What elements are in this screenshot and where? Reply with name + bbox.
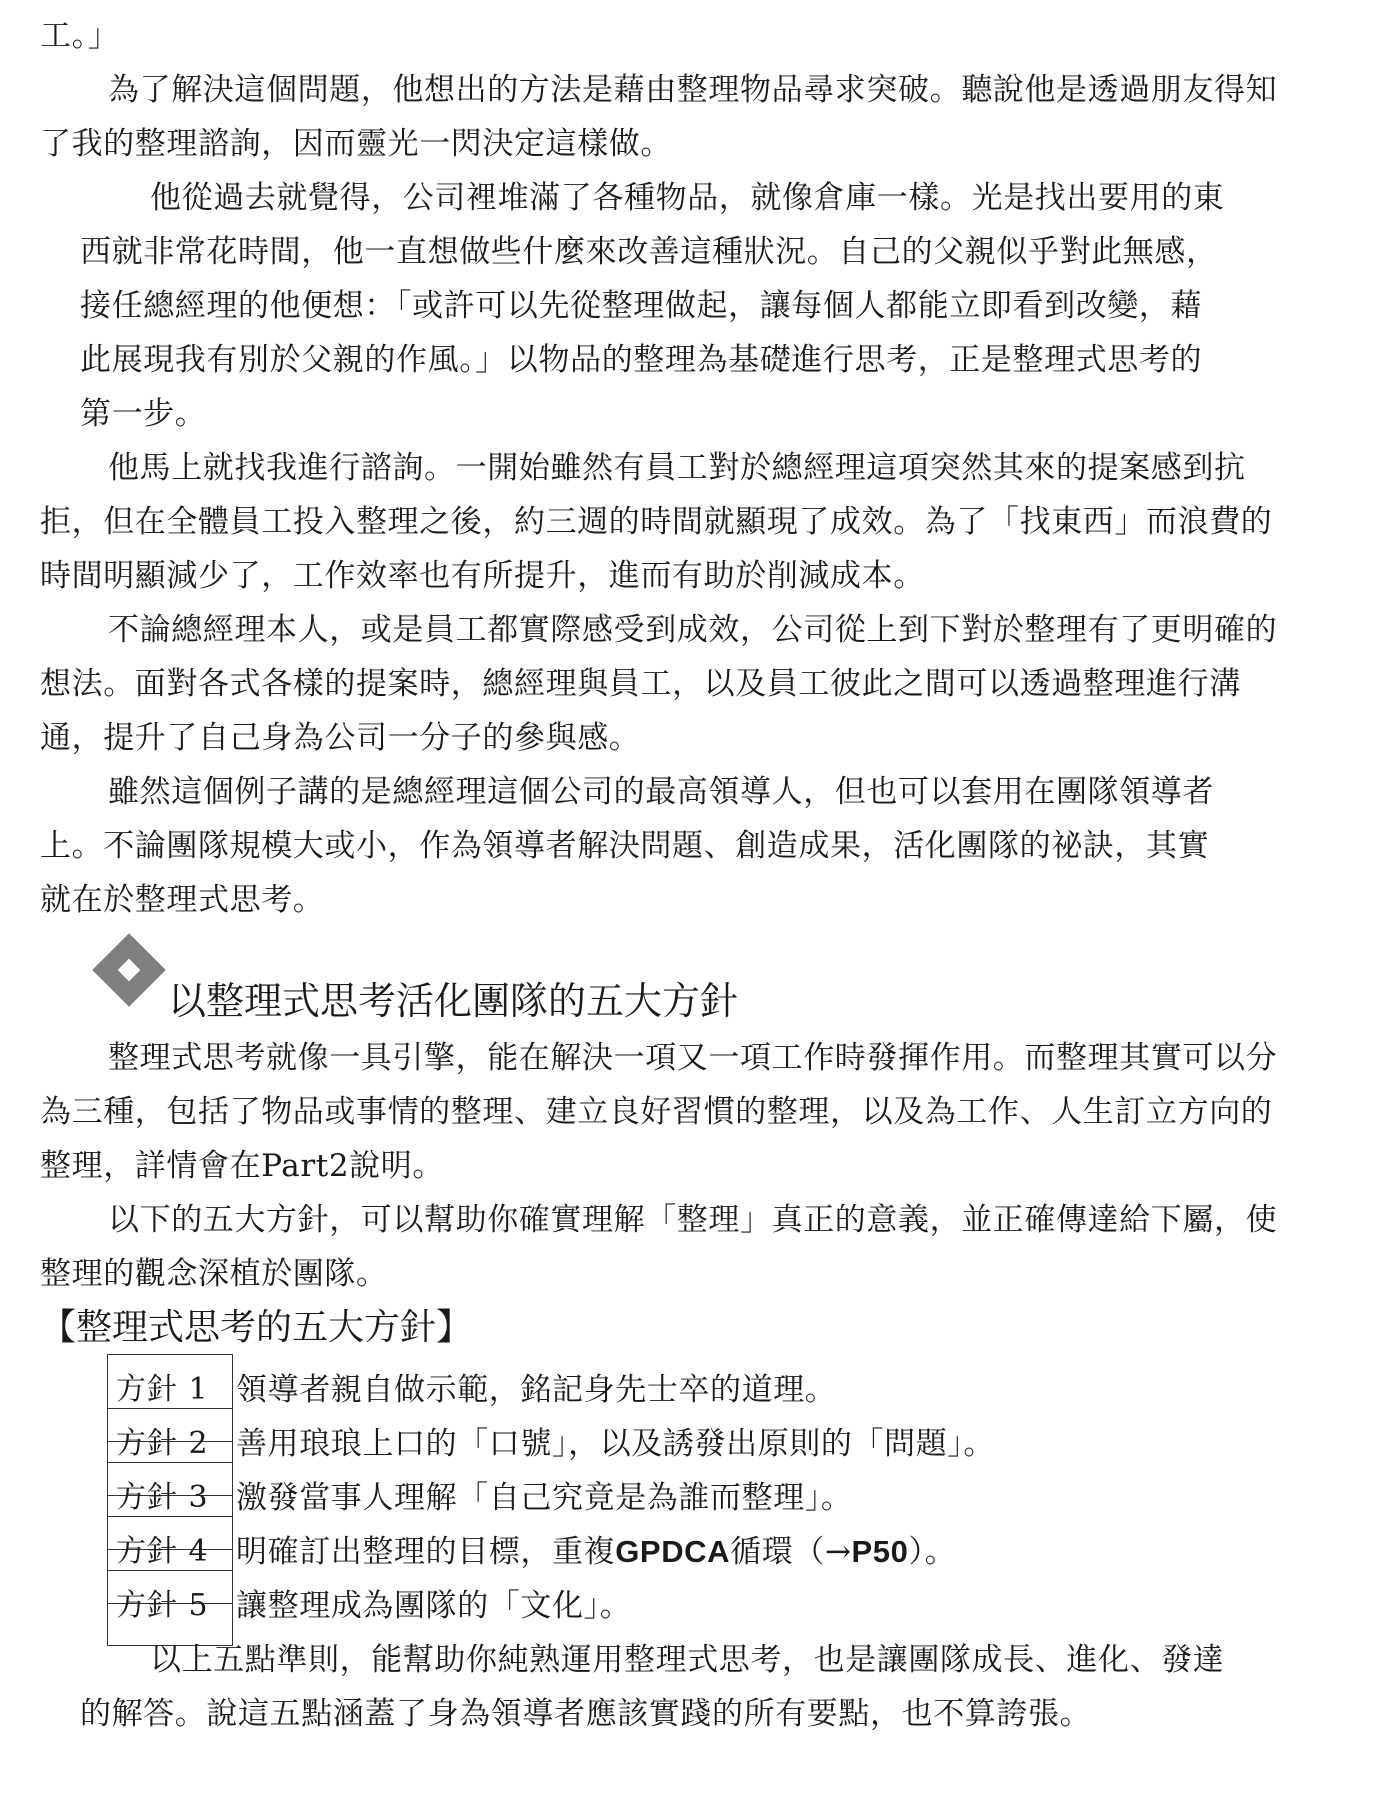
text-line: 西就非常花時間，他一直想做些什麼來改善這種狀況。自己的父親似乎對此無感， xyxy=(80,234,1218,270)
text-line: 為了解決這個問題，他想出的方法是藉由整理物品尋求突破。聽說他是透過朋友得知 xyxy=(108,72,1278,108)
policy-text-4-mid: 循環（→ xyxy=(730,1534,852,1570)
policy-text-4-post: ）。 xyxy=(908,1534,957,1570)
text-line: 時間明顯減少了，工作效率也有所提升，進而有助於削減成本。 xyxy=(40,558,925,594)
text-line: 了我的整理諮詢，因而靈光一閃決定這樣做。 xyxy=(40,126,672,162)
text-line: 他從過去就覺得，公司裡堆滿了各種物品，就像倉庫一樣。光是找出要用的東 xyxy=(150,180,1225,216)
text-line: 通，提升了自己身為公司一分子的參與感。 xyxy=(40,720,641,756)
policy-text-3: 激發當事人理解「自己究竟是為誰而整理」。 xyxy=(236,1480,853,1516)
text-line: 第一步。 xyxy=(80,396,207,432)
text-line: 拒，但在全體員工投入整理之後，約三週的時間就顯現了成效。為了「找東西」而浪費的 xyxy=(40,504,1273,540)
text-line: 不論總經理本人，或是員工都實際感受到成效，公司從上到下對於整理有了更明確的 xyxy=(108,612,1278,648)
policies-title: 【整理式思考的五大方針】 xyxy=(40,1307,473,1348)
diamond-bullet-icon xyxy=(92,933,166,1007)
policy-text-1: 領導者親自做示範，銘記身先士卒的道理。 xyxy=(236,1372,837,1408)
text-line: 的解答。說這五點涵蓋了身為領導者應該實踐的所有要點，也不算誇張。 xyxy=(80,1696,1092,1732)
policy-text-2: 善用琅琅上口的「口號」，以及誘發出原則的「問題」。 xyxy=(236,1426,995,1462)
text-line: 接任總經理的他便想：「或許可以先從整理做起，讓每個人都能立即看到改變，藉 xyxy=(80,288,1203,324)
text-line: 以下的五大方針，可以幫助你確實理解「整理」真正的意義，並正確傳達給下屬，使 xyxy=(108,1202,1278,1238)
text-line: 此展現我有別於父親的作風。」以物品的整理為基礎進行思考，正是整理式思考的 xyxy=(80,342,1203,378)
text-line: 整理式思考就像一具引擎，能在解決一項又一項工作時發揮作用。而整理其實可以分 xyxy=(108,1040,1278,1076)
gpdca-term: GPDCA xyxy=(615,1534,731,1569)
text-line: 以上五點準則，能幫助你純熟運用整理式思考，也是讓團隊成長、進化、發達 xyxy=(150,1642,1225,1678)
policy-label-5: 方針 5 xyxy=(116,1588,209,1623)
page-reference: P50 xyxy=(851,1534,909,1569)
policy-label-4: 方針 4 xyxy=(116,1534,209,1569)
text-line: 上。不論團隊規模大或小，作為領導者解決問題、創造成果，活化團隊的祕訣，其實 xyxy=(40,828,1210,864)
text-line: 工。」 xyxy=(40,18,120,54)
policy-text-4 xyxy=(236,1532,956,1572)
text-line: 為三種，包括了物品或事情的整理、建立良好習慣的整理，以及為工作、人生訂立方向的 xyxy=(40,1094,1273,1130)
policy-text-5: 讓整理成為團隊的「文化」。 xyxy=(236,1588,632,1624)
policy-text-4-pre: 明確訂出整理的目標，重複 xyxy=(236,1534,616,1570)
section-heading: 以整理式思考活化團隊的五大方針 xyxy=(168,979,739,1023)
policy-label-2: 方針 2 xyxy=(116,1426,209,1461)
text-line: 雖然這個例子講的是總經理這個公司的最高領導人，但也可以套用在團隊領導者 xyxy=(108,774,1214,810)
policy-label-3: 方針 3 xyxy=(116,1480,209,1515)
text-line: 整理的觀念深植於團隊。 xyxy=(40,1256,388,1292)
text-line: 他馬上就找我進行諮詢。一開始雖然有員工對於總經理這項突然其來的提案感到抗 xyxy=(108,450,1246,486)
text-line: 想法。面對各式各樣的提案時，總經理與員工，以及員工彼此之間可以透過整理進行溝 xyxy=(40,666,1241,702)
policy-label-1: 方針 1 xyxy=(116,1372,209,1407)
text-line: 就在於整理式思考。 xyxy=(40,882,325,918)
text-line: 整理，詳情會在Part2說明。 xyxy=(40,1148,444,1184)
